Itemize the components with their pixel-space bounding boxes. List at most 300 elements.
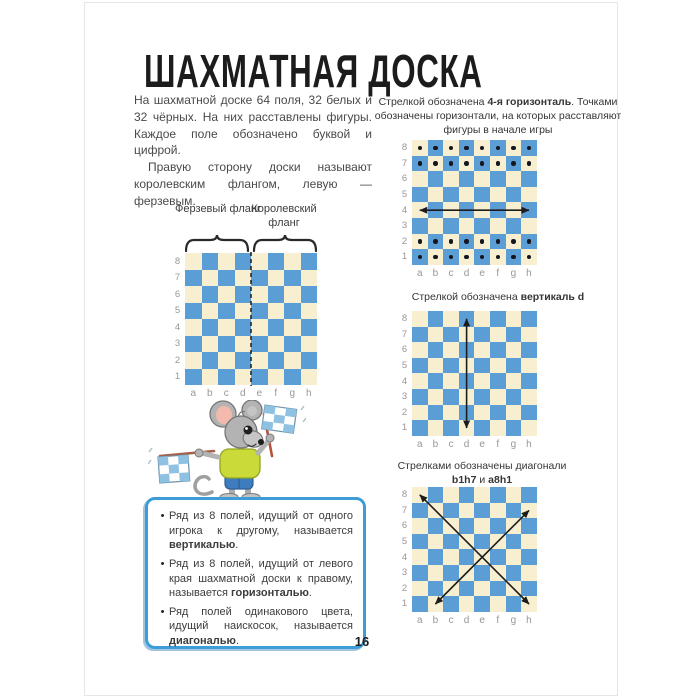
square-c1 [443, 596, 459, 612]
start-position-dot [449, 146, 454, 151]
start-position-dot [433, 146, 438, 151]
file-label: f [496, 267, 500, 279]
square-g2 [284, 352, 301, 369]
square-g6 [506, 171, 522, 187]
square-e8 [251, 253, 268, 270]
square-e8 [474, 140, 490, 156]
square-a1 [412, 596, 428, 612]
motion-mark [301, 406, 304, 410]
square-d1 [459, 596, 475, 612]
square-c7 [443, 503, 459, 519]
square-f2 [490, 581, 506, 597]
square-c2 [443, 234, 459, 250]
motion-mark [148, 460, 151, 464]
right-paw [266, 434, 274, 442]
square-d3 [235, 336, 252, 353]
square-g2 [506, 234, 522, 250]
square-d3 [459, 389, 475, 405]
square-h6 [521, 518, 537, 534]
square-f4 [490, 373, 506, 389]
file-label: h [526, 438, 532, 450]
square-b7 [428, 503, 444, 519]
square-b2 [428, 234, 444, 250]
square-g2 [506, 405, 522, 421]
rank-label: 5 [401, 189, 408, 201]
square-g5 [506, 187, 522, 203]
square-c3 [443, 389, 459, 405]
square-b4 [428, 373, 444, 389]
square-c5 [443, 358, 459, 374]
file-labels [412, 612, 537, 626]
page-title-text: ШАХМАТНАЯ ДОСКА [144, 45, 483, 97]
start-position-dot [496, 146, 501, 151]
square-f2 [268, 352, 285, 369]
square-d5 [459, 534, 475, 550]
square-b1 [428, 420, 444, 436]
square-a7 [412, 156, 428, 172]
square-b5 [428, 358, 444, 374]
file-label: b [206, 388, 213, 399]
square-d6 [459, 518, 475, 534]
square-d1 [459, 420, 475, 436]
square-f5 [268, 303, 285, 320]
square-c6 [218, 286, 235, 303]
start-position-dot [527, 255, 532, 260]
diagram-caption-diagonal: Стрелками обозначены диагонали b1h7 и a8h1 [397, 460, 567, 486]
square-e6 [251, 286, 268, 303]
square-d1 [459, 249, 475, 265]
square-g8 [506, 487, 522, 503]
rank-label: 4 [401, 551, 408, 563]
square-g1 [284, 369, 301, 386]
rank-label: 7 [401, 328, 408, 340]
square-a1 [412, 420, 428, 436]
kingside-brace-icon [254, 235, 316, 251]
file-label: d [239, 388, 246, 399]
square-g4 [506, 549, 522, 565]
square-b6 [428, 342, 444, 358]
square-a1 [185, 369, 202, 386]
square-a6 [185, 286, 202, 303]
square-c2 [218, 352, 235, 369]
square-d8 [459, 140, 475, 156]
info-bullet [156, 605, 353, 649]
file-label: c [448, 614, 454, 626]
rank-label: 6 [174, 288, 181, 300]
square-d8 [459, 487, 475, 503]
square-b5 [428, 187, 444, 203]
file-label: g [510, 267, 517, 279]
square-b1 [428, 249, 444, 265]
square-g8 [284, 253, 301, 270]
rank-label: 8 [401, 142, 408, 154]
rank-label: 8 [174, 255, 181, 267]
start-position-dot [480, 161, 485, 166]
square-f3 [268, 336, 285, 353]
start-position-dot [418, 161, 423, 166]
rank-label: 4 [401, 375, 408, 387]
square-a5 [412, 534, 428, 550]
square-e7 [251, 270, 268, 287]
mouse-mascot-illustration [148, 400, 306, 502]
diagram-caption-vertical: Стрелкой обозначена вертикаль d [411, 291, 585, 303]
square-f6 [490, 171, 506, 187]
square-e3 [474, 389, 490, 405]
start-position-dot [511, 161, 516, 166]
square-f1 [490, 420, 506, 436]
square-g6 [284, 286, 301, 303]
square-c4 [218, 319, 235, 336]
square-e2 [474, 234, 490, 250]
square-a8 [412, 487, 428, 503]
square-h1 [521, 249, 537, 265]
rank-label: 3 [401, 567, 408, 579]
square-d1 [235, 369, 252, 386]
square-g4 [506, 202, 522, 218]
rank-label: 5 [401, 536, 408, 548]
checkered-flag-left-icon [158, 455, 190, 483]
square-c4 [443, 549, 459, 565]
square-b4 [428, 549, 444, 565]
square-a2 [185, 352, 202, 369]
rank-label: 5 [174, 305, 181, 317]
square-a2 [412, 581, 428, 597]
square-c8 [443, 140, 459, 156]
square-d4 [459, 373, 475, 389]
square-f7 [490, 156, 506, 172]
square-a3 [185, 336, 202, 353]
square-h7 [521, 503, 537, 519]
start-position-dot [449, 161, 454, 166]
checkered-flag-right-icon [262, 405, 297, 433]
square-h2 [521, 405, 537, 421]
rules-info-box [145, 497, 366, 649]
square-e5 [474, 358, 490, 374]
file-label: e [479, 267, 485, 279]
square-c6 [443, 342, 459, 358]
file-label: c [448, 267, 454, 279]
square-f6 [490, 342, 506, 358]
square-e4 [474, 202, 490, 218]
file-label: c [223, 388, 229, 399]
square-h4 [521, 373, 537, 389]
square-e3 [251, 336, 268, 353]
file-labels [412, 436, 537, 450]
square-d6 [235, 286, 252, 303]
square-c8 [443, 487, 459, 503]
square-e6 [474, 342, 490, 358]
square-f3 [490, 389, 506, 405]
square-f1 [490, 596, 506, 612]
file-label: g [510, 438, 517, 450]
rank-label: 7 [401, 504, 408, 516]
square-h3 [521, 565, 537, 581]
square-g1 [506, 249, 522, 265]
file-label: b [432, 267, 439, 279]
square-b1 [202, 369, 219, 386]
rank-label: 1 [401, 598, 408, 610]
square-e3 [474, 565, 490, 581]
bullet-marker-icon: • [160, 510, 165, 522]
square-h1 [301, 369, 318, 386]
square-b8 [428, 140, 444, 156]
square-f2 [490, 405, 506, 421]
square-g2 [506, 581, 522, 597]
square-c5 [443, 187, 459, 203]
rank-labels [399, 487, 410, 612]
rank-labels [172, 253, 183, 385]
square-h6 [301, 286, 318, 303]
info-bullet [156, 557, 353, 601]
square-a6 [412, 171, 428, 187]
square-d5 [459, 358, 475, 374]
square-e5 [474, 534, 490, 550]
file-label: a [417, 438, 423, 450]
square-c8 [218, 253, 235, 270]
page-title [144, 44, 642, 98]
square-e1 [251, 369, 268, 386]
mouse-shirt [220, 449, 260, 478]
chessboard-flanks [172, 253, 317, 399]
square-h3 [301, 336, 318, 353]
square-c7 [443, 156, 459, 172]
start-position-dot [527, 146, 532, 151]
square-f8 [490, 311, 506, 327]
square-c6 [443, 171, 459, 187]
square-b3 [428, 389, 444, 405]
board-grid [412, 487, 537, 612]
bullet-text: Ряд полей одинакового цвета, идущий наискосок, называется диагональю. [169, 605, 353, 647]
square-c3 [443, 218, 459, 234]
square-g5 [506, 358, 522, 374]
start-position-dot [527, 161, 532, 166]
file-label: d [463, 438, 470, 450]
square-h6 [521, 342, 537, 358]
board-grid [412, 140, 537, 265]
square-c6 [443, 518, 459, 534]
file-label: f [496, 614, 500, 626]
square-h8 [521, 140, 537, 156]
square-e1 [474, 596, 490, 612]
file-label: a [417, 614, 423, 626]
square-b6 [428, 518, 444, 534]
square-f3 [490, 565, 506, 581]
mouse-right-ear-inner [247, 406, 257, 416]
square-b6 [202, 286, 219, 303]
file-label: a [417, 267, 423, 279]
square-a7 [185, 270, 202, 287]
square-b7 [202, 270, 219, 287]
rank-label: 5 [401, 360, 408, 372]
square-d5 [459, 187, 475, 203]
square-e5 [474, 187, 490, 203]
file-label: a [190, 388, 197, 399]
square-h7 [301, 270, 318, 287]
square-e1 [474, 420, 490, 436]
square-a7 [412, 503, 428, 519]
diagram-caption-horizontal: Стрелкой обозначена 4-я горизонталь. Точками обозначены горизонтали, на которых расставляют фигуры в начале игры [374, 96, 622, 136]
start-position-dot [418, 146, 423, 151]
square-g1 [506, 420, 522, 436]
file-label: g [289, 388, 296, 399]
start-position-dot [433, 161, 438, 166]
square-c3 [443, 565, 459, 581]
rank-label: 8 [401, 489, 408, 501]
info-list [156, 509, 353, 649]
file-label: b [432, 614, 439, 626]
start-position-dot [433, 255, 438, 260]
start-position-dot [480, 255, 485, 260]
square-d7 [235, 270, 252, 287]
square-a3 [412, 218, 428, 234]
square-d8 [235, 253, 252, 270]
square-h5 [521, 187, 537, 203]
square-d6 [459, 171, 475, 187]
square-d4 [459, 549, 475, 565]
square-b8 [202, 253, 219, 270]
square-f6 [268, 286, 285, 303]
square-f8 [490, 487, 506, 503]
square-a6 [412, 518, 428, 534]
square-g4 [506, 373, 522, 389]
page-number: 16 [354, 634, 370, 649]
square-b8 [428, 311, 444, 327]
square-h2 [301, 352, 318, 369]
start-position-dot [449, 255, 454, 260]
square-g5 [284, 303, 301, 320]
square-a8 [412, 140, 428, 156]
rank-label: 4 [174, 321, 181, 333]
square-b2 [428, 405, 444, 421]
square-a2 [412, 405, 428, 421]
square-e2 [251, 352, 268, 369]
mouse-eye-highlight [245, 427, 248, 430]
square-g3 [284, 336, 301, 353]
square-e4 [474, 373, 490, 389]
square-e5 [251, 303, 268, 320]
square-a5 [185, 303, 202, 320]
file-label: h [526, 267, 532, 279]
square-g7 [506, 156, 522, 172]
rank-label: 3 [401, 220, 408, 232]
square-a3 [412, 565, 428, 581]
file-label: h [526, 614, 532, 626]
square-d2 [235, 352, 252, 369]
square-b7 [428, 156, 444, 172]
kingside-flank-label: Королевский фланг [251, 203, 317, 229]
square-g4 [284, 319, 301, 336]
square-b1 [428, 596, 444, 612]
intro-paragraph: На шахматной доске 64 поля, 32 белых и 32 чёрных. На них расставлены фигуры. Каждое поле обозначено буквой и цифрой. [134, 93, 372, 158]
file-label: c [448, 438, 454, 450]
rank-label: 7 [174, 272, 181, 284]
square-f8 [490, 140, 506, 156]
square-e6 [474, 518, 490, 534]
start-position-dot [511, 255, 516, 260]
square-b4 [202, 319, 219, 336]
square-h1 [521, 596, 537, 612]
square-d2 [459, 405, 475, 421]
motion-mark [149, 448, 152, 452]
start-position-dot [449, 239, 454, 244]
queenside-brace-icon [186, 235, 248, 251]
board-grid [185, 253, 317, 385]
motion-mark [303, 418, 306, 422]
square-f7 [490, 327, 506, 343]
square-e6 [474, 171, 490, 187]
rank-label: 1 [401, 422, 408, 434]
square-h5 [301, 303, 318, 320]
square-a5 [412, 187, 428, 203]
chessboard-vertical [399, 311, 537, 450]
square-f8 [268, 253, 285, 270]
square-b3 [428, 218, 444, 234]
square-h4 [521, 202, 537, 218]
square-g6 [506, 342, 522, 358]
square-c5 [218, 303, 235, 320]
rank-labels [399, 140, 410, 265]
start-position-dot [418, 255, 423, 260]
square-f4 [490, 202, 506, 218]
square-g3 [506, 389, 522, 405]
queenside-flank-label: Ферзевый фланг [175, 203, 261, 215]
square-a5 [412, 358, 428, 374]
start-position-dot [418, 239, 423, 244]
square-c1 [443, 420, 459, 436]
square-e4 [251, 319, 268, 336]
square-f5 [490, 534, 506, 550]
rank-label: 3 [401, 391, 408, 403]
square-f1 [490, 249, 506, 265]
square-g5 [506, 534, 522, 550]
square-b5 [428, 534, 444, 550]
start-position-dot [480, 239, 485, 244]
square-g7 [284, 270, 301, 287]
rank-label: 2 [174, 354, 181, 366]
file-label: g [510, 614, 517, 626]
square-e3 [474, 218, 490, 234]
square-a4 [185, 319, 202, 336]
rank-label: 2 [401, 235, 408, 247]
file-label: f [496, 438, 500, 450]
file-labels [412, 265, 537, 279]
square-g6 [506, 518, 522, 534]
rank-label: 7 [401, 157, 408, 169]
rank-label: 2 [401, 582, 408, 594]
rank-label: 6 [401, 520, 408, 532]
square-b2 [202, 352, 219, 369]
file-labels [185, 385, 317, 399]
square-a8 [185, 253, 202, 270]
square-d8 [459, 311, 475, 327]
start-position-dot [464, 146, 469, 151]
info-bullet [156, 509, 353, 553]
left-arm [201, 453, 218, 457]
square-f7 [490, 503, 506, 519]
chessboard-horizontal [399, 140, 537, 279]
square-g1 [506, 596, 522, 612]
square-d7 [459, 503, 475, 519]
square-d5 [235, 303, 252, 320]
square-e7 [474, 503, 490, 519]
square-h6 [521, 171, 537, 187]
start-position-dot [511, 146, 516, 151]
square-b3 [202, 336, 219, 353]
file-label: e [479, 614, 485, 626]
square-b7 [428, 327, 444, 343]
start-position-dot [464, 239, 469, 244]
rank-labels [399, 311, 410, 436]
